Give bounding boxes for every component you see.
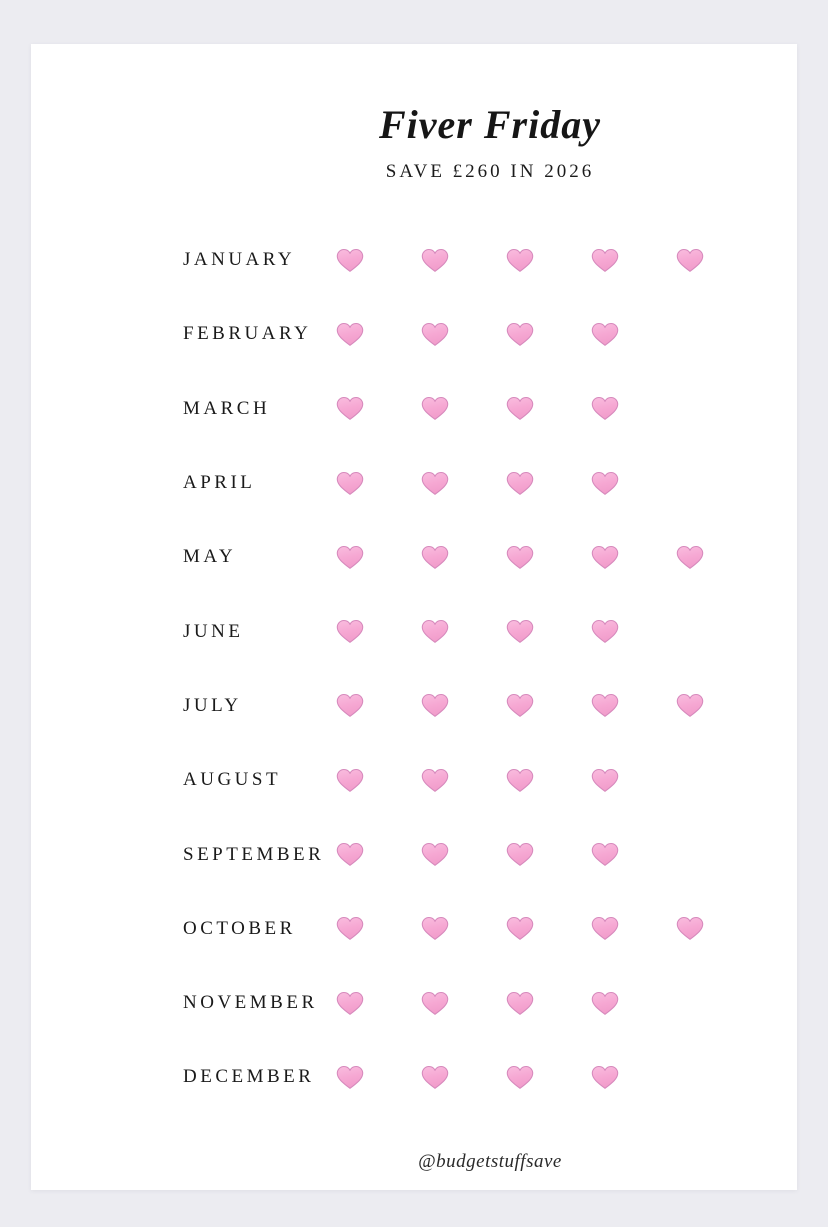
pink-heart-icon — [477, 916, 562, 941]
pink-heart-icon — [477, 768, 562, 793]
pink-heart-icon — [477, 693, 562, 718]
month-label: JULY — [183, 694, 242, 716]
pink-heart-icon — [392, 545, 477, 570]
pink-heart-icon — [562, 991, 647, 1016]
pink-heart-icon — [392, 322, 477, 347]
month-row — [183, 966, 797, 1040]
pink-heart-icon — [307, 842, 392, 867]
page-subtitle: SAVE £260 IN 2026 — [385, 161, 595, 182]
pink-heart-icon — [562, 471, 647, 496]
header — [183, 44, 797, 183]
month-label: OCTOBER — [183, 917, 296, 939]
month-label: APRIL — [183, 472, 256, 494]
pink-heart-icon — [562, 916, 647, 941]
savings-tracker-card — [31, 44, 797, 1190]
month-row — [183, 372, 797, 446]
month-row — [183, 817, 797, 891]
month-row — [183, 1040, 797, 1114]
pink-heart-icon — [562, 768, 647, 793]
pink-heart-icon — [392, 248, 477, 273]
pink-heart-icon — [562, 322, 647, 347]
pink-heart-icon — [392, 916, 477, 941]
month-row — [183, 446, 797, 520]
pink-heart-icon — [307, 916, 392, 941]
pink-heart-icon — [477, 1065, 562, 1090]
pink-heart-icon — [562, 1065, 647, 1090]
pink-heart-icon — [562, 545, 647, 570]
pink-heart-icon — [307, 619, 392, 644]
month-row — [183, 223, 797, 297]
month-label: MARCH — [183, 397, 271, 419]
month-label: AUGUST — [183, 769, 282, 791]
month-label: SEPTEMBER — [183, 843, 325, 865]
month-row — [183, 594, 797, 668]
pink-heart-icon — [392, 1065, 477, 1090]
pink-heart-icon — [477, 991, 562, 1016]
month-row — [183, 520, 797, 594]
pink-heart-icon — [562, 248, 647, 273]
pink-heart-icon — [392, 842, 477, 867]
pink-heart-icon — [477, 545, 562, 570]
pink-heart-icon — [562, 619, 647, 644]
month-label: DECEMBER — [183, 1066, 315, 1088]
pink-heart-icon — [307, 693, 392, 718]
pink-heart-icon — [562, 842, 647, 867]
pink-heart-icon — [647, 248, 732, 273]
month-label: JANUARY — [183, 249, 296, 271]
pink-heart-icon — [307, 545, 392, 570]
pink-heart-icon — [307, 991, 392, 1016]
month-label: FEBRUARY — [183, 323, 312, 345]
pink-heart-icon — [392, 471, 477, 496]
pink-heart-icon — [307, 471, 392, 496]
pink-heart-icon — [477, 396, 562, 421]
pink-heart-icon — [392, 619, 477, 644]
pink-heart-icon — [307, 322, 392, 347]
month-row — [183, 297, 797, 371]
footer — [183, 1151, 797, 1173]
pink-heart-icon — [307, 248, 392, 273]
pink-heart-icon — [477, 471, 562, 496]
month-row — [183, 669, 797, 743]
pink-heart-icon — [477, 322, 562, 347]
pink-heart-icon — [647, 693, 732, 718]
pink-heart-icon — [307, 396, 392, 421]
pink-heart-icon — [562, 396, 647, 421]
pink-heart-icon — [647, 545, 732, 570]
month-row — [183, 743, 797, 817]
pink-heart-icon — [392, 693, 477, 718]
pink-heart-icon — [477, 842, 562, 867]
month-label: NOVEMBER — [183, 992, 318, 1014]
month-label: JUNE — [183, 620, 244, 642]
pink-heart-icon — [392, 396, 477, 421]
social-handle: @budgetstuffsave — [418, 1150, 562, 1172]
tracker-content — [183, 44, 797, 1173]
pink-heart-icon — [392, 768, 477, 793]
months-table — [183, 223, 797, 1115]
page-title: Fiver Friday — [379, 102, 601, 147]
month-label: MAY — [183, 546, 237, 568]
month-row — [183, 892, 797, 966]
pink-heart-icon — [307, 1065, 392, 1090]
pink-heart-icon — [647, 916, 732, 941]
pink-heart-icon — [477, 619, 562, 644]
pink-heart-icon — [307, 768, 392, 793]
pink-heart-icon — [562, 693, 647, 718]
pink-heart-icon — [392, 991, 477, 1016]
pink-heart-icon — [477, 248, 562, 273]
